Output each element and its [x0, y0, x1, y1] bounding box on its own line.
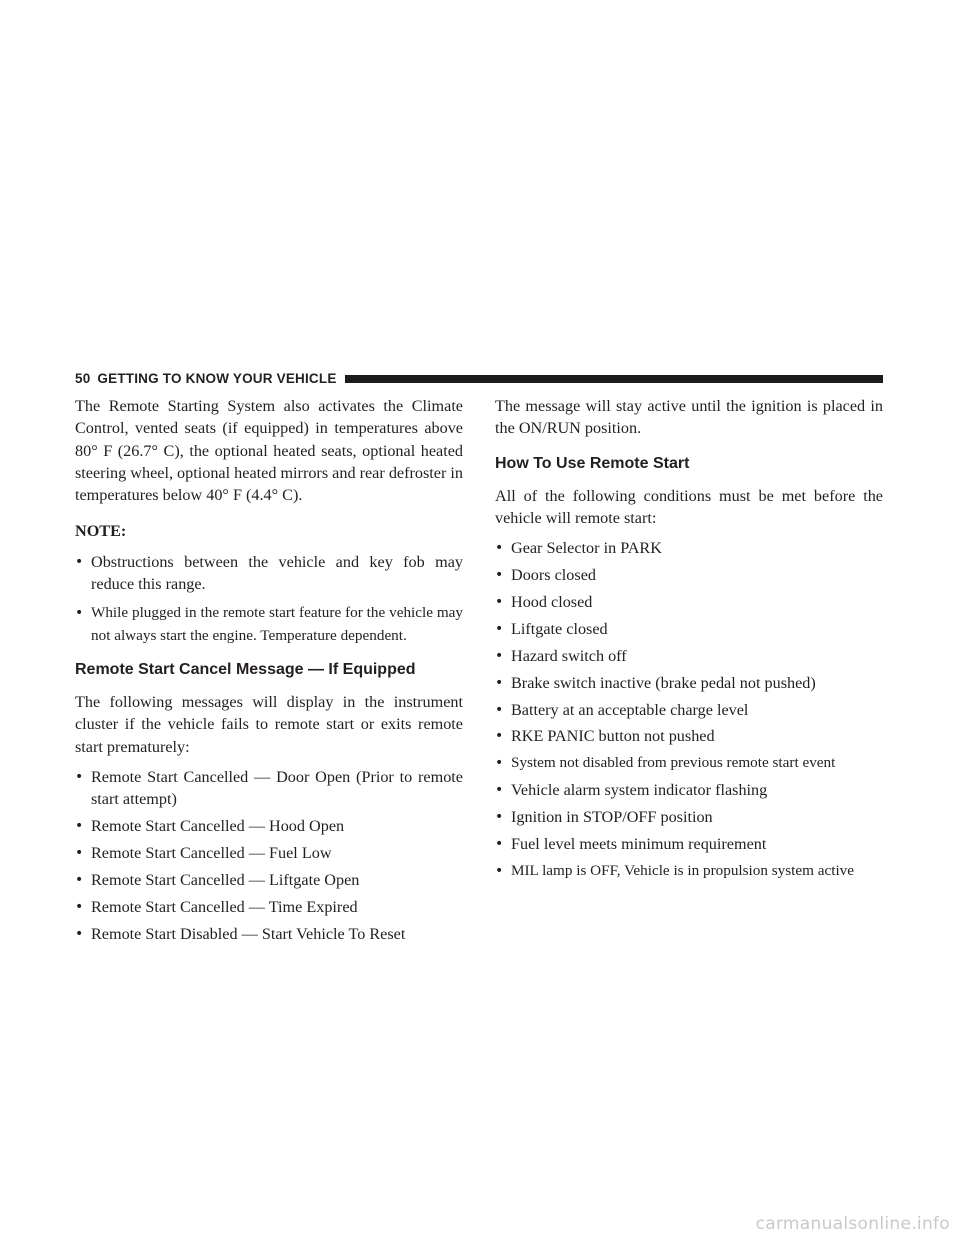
condition-text: Ignition in STOP/OFF position — [511, 808, 713, 827]
conditions-list — [495, 537, 883, 882]
list-item — [495, 564, 883, 586]
list-item — [75, 896, 463, 918]
bullet-icon: • — [75, 605, 84, 622]
condition-text: MIL lamp is OFF, Vehicle is in propulsion system active — [511, 861, 855, 879]
intro-paragraph: The Remote Starting System also activates the Climate Control, vented seats (if equipped) in temperatures above 80° F (26.7° C), the optional heated seats, optional heated steering wheel, optional heated mirrors and rear defroster in temperatures below 40° F (4.4° C). — [75, 397, 463, 505]
list-item — [495, 725, 883, 747]
cancel-heading: Remote Start Cancel Message — If Equipped — [75, 660, 416, 678]
list-item — [75, 815, 463, 837]
cancel-item-text: Remote Start Cancelled — Door Open (Prior to remote start attempt) — [91, 767, 463, 809]
list-item — [495, 645, 883, 667]
bullet-icon: • — [75, 925, 84, 942]
list-item — [75, 551, 463, 596]
note-list — [75, 551, 463, 647]
bullet-icon: • — [495, 701, 504, 718]
message-paragraph: The message will stay active until the ignition is placed in the ON/RUN position. — [495, 397, 883, 438]
section-title: GETTING TO KNOW YOUR VEHICLE — [97, 370, 337, 386]
bullet-icon: • — [495, 620, 504, 637]
condition-text: Hazard switch off — [511, 646, 627, 665]
bullet-icon: • — [495, 540, 504, 557]
note-item-text: While plugged in the remote start feature for the vehicle may not always start the engine. Temperature dependent. — [91, 604, 463, 644]
list-item — [75, 842, 463, 864]
condition-text: Battery at an acceptable charge level — [511, 700, 749, 719]
cancel-list — [75, 766, 463, 945]
bullet-icon: • — [495, 728, 504, 745]
use-paragraph: All of the following conditions must be met before the vehicle will remote start: — [495, 486, 883, 527]
condition-text: RKE PANIC button not pushed — [511, 727, 715, 746]
bullet-icon: • — [75, 818, 84, 835]
bullet-icon: • — [495, 674, 504, 691]
site-watermark: carmanualsonline.info — [755, 1214, 950, 1234]
right-column — [495, 395, 883, 887]
bullet-icon: • — [495, 567, 504, 584]
bullet-icon: • — [495, 647, 504, 664]
list-item — [495, 752, 883, 774]
bullet-icon: • — [495, 755, 504, 772]
list-item — [75, 923, 463, 945]
page-number: 50 — [75, 370, 91, 386]
list-item — [495, 591, 883, 613]
list-item — [495, 779, 883, 801]
bullet-icon: • — [495, 835, 504, 852]
bullet-icon: • — [495, 809, 504, 826]
bullet-icon: • — [75, 768, 84, 785]
condition-text: Liftgate closed — [511, 619, 608, 638]
list-item — [495, 860, 883, 882]
list-item — [75, 602, 463, 647]
cancel-item-text: Remote Start Cancelled — Hood Open — [91, 817, 345, 836]
list-item — [495, 699, 883, 721]
condition-text: System not disabled from previous remote start event — [511, 754, 836, 772]
cancel-paragraph: The following messages will display in the instrument cluster if the vehicle fails to remote start or exits remote start prematurely: — [75, 692, 463, 756]
cancel-item-text: Remote Start Disabled — Start Vehicle To Reset — [91, 924, 406, 943]
list-item — [75, 766, 463, 811]
page-header — [75, 370, 883, 386]
bullet-icon: • — [75, 844, 84, 861]
bullet-icon: • — [75, 553, 84, 570]
bullet-icon: • — [75, 871, 84, 888]
note-item-text: Obstructions between the vehicle and key fob may reduce this range. — [91, 552, 463, 594]
condition-text: Gear Selector in PARK — [511, 539, 662, 558]
header-rule — [345, 375, 883, 383]
bullet-icon: • — [495, 593, 504, 610]
condition-text: Hood closed — [511, 592, 593, 611]
cancel-item-text: Remote Start Cancelled — Fuel Low — [91, 843, 332, 862]
use-heading: How To Use Remote Start — [495, 454, 690, 472]
condition-text: Brake switch inactive (brake pedal not pushed) — [511, 673, 816, 692]
left-column — [75, 395, 463, 950]
condition-text: Fuel level meets minimum requirement — [511, 834, 767, 853]
list-item — [75, 869, 463, 891]
list-item — [495, 806, 883, 828]
condition-text: Vehicle alarm system indicator flashing — [511, 781, 768, 800]
cancel-item-text: Remote Start Cancelled — Liftgate Open — [91, 870, 360, 889]
list-item — [495, 672, 883, 694]
bullet-icon: • — [495, 782, 504, 799]
bullet-icon: • — [75, 898, 84, 915]
condition-text: Doors closed — [511, 566, 596, 585]
list-item — [495, 833, 883, 855]
note-label: NOTE: — [75, 522, 127, 541]
cancel-item-text: Remote Start Cancelled — Time Expired — [91, 897, 358, 916]
list-item — [495, 537, 883, 559]
bullet-icon: • — [495, 862, 504, 879]
list-item — [495, 618, 883, 640]
